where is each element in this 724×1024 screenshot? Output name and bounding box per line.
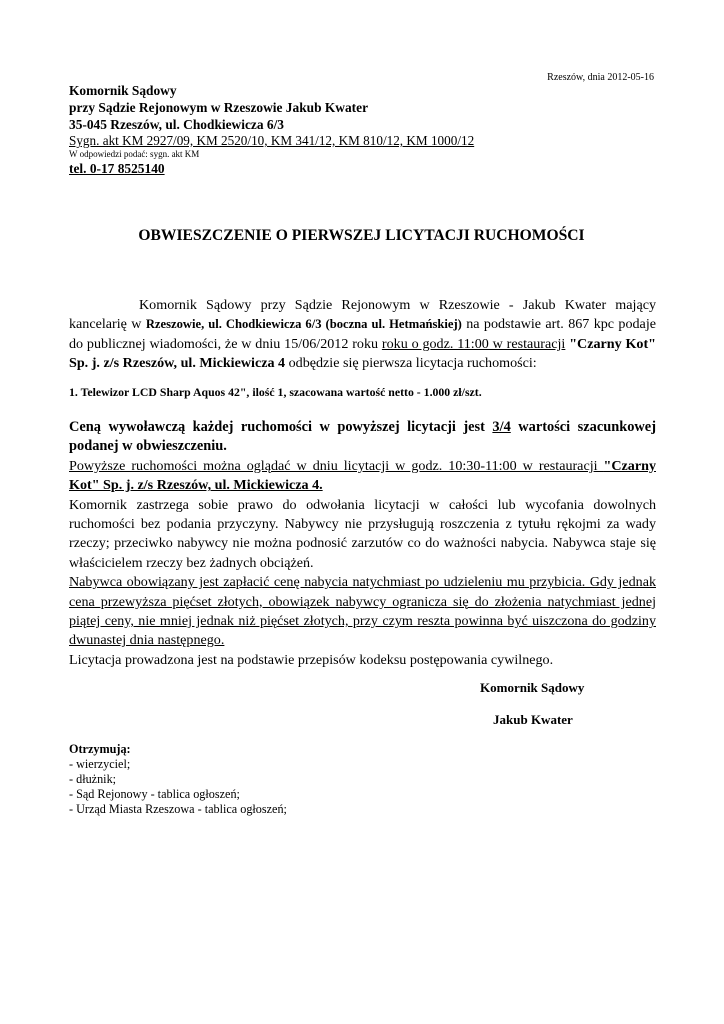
starting-price-paragraph (69, 418, 656, 457)
price-fraction: 3/4 (492, 419, 511, 435)
price-text-1: Ceną wywoławczą każdej ruchomości w powyższej licytacji jest (69, 419, 493, 435)
letterhead-role: Komornik Sądowy (69, 83, 177, 98)
legal-basis-paragraph: Licytacja prowadzona jest na podstawie przepisów kodeksu postępowania cywilnego. (69, 651, 554, 668)
viewing-venue: "Czarny Kot" Sp. j. z/s Rzeszów, ul. Mickiewicza 4. (69, 457, 656, 494)
intro-paragraph (69, 296, 656, 374)
viewing-text: Powyższe ruchomości można oglądać w dniu licytacji w godz. 10:30-11:00 w restauracji (69, 457, 604, 474)
auction-item: 1. Telewizor LCD Sharp Aquos 42", ilość 1, szacowana wartość netto - 1.000 zł/szt. (69, 385, 482, 399)
date-line: Rzeszów, dnia 2012-05-16 (547, 72, 654, 83)
viewing-paragraph (69, 457, 656, 496)
reply-note: W odpowiedzi podać: sygn. akt KM (69, 149, 200, 159)
recipient-item: - Urząd Miasta Rzeszowa - tablica ogłoszeń; (69, 802, 287, 816)
letterhead (69, 82, 669, 177)
recipients-list (69, 757, 287, 817)
reservation-paragraph: Komornik zastrzega sobie prawo do odwołania licytacji w całości lub wycofania dowolnych ruchomości bez podania przyczyny. Nabywcy nie przysługują roszczenia z tytułu rękojmi za wady rzeczy; przeciwko nabywcy nie można podnosić zarzutów co do ważności nabycia. Nabywca staje się właścicielem rzeczy bez żadnych obciążeń. (69, 496, 656, 571)
intro-text-1: Komornik Sądowy przy Sądzie Rejonowym w Rzeszowie - Jakub Kwater mający kancelarię w (69, 297, 656, 333)
price-text-2: wartości szacunkowej podanej w obwieszczeniu. (69, 419, 656, 455)
recipients-block (69, 742, 287, 817)
signature-name: Jakub Kwater (493, 712, 573, 727)
office-address: Rzeszowie, ul. Chodkiewicza 6/3 (boczna ul. Hetmańskiej) (145, 317, 462, 332)
intro-text-2: na podstawie art. 867 kpc podaje do publicznej wiadomości, że w dniu 15/06/2012 roku (69, 316, 656, 352)
signature-role: Komornik Sądowy (480, 680, 585, 695)
letterhead-address: 35-045 Rzeszów, ul. Chodkiewicza 6/3 (69, 117, 284, 132)
terms-section (69, 418, 656, 670)
payment-paragraph: Nabywca obowiązany jest zapłacić cenę nabycia natychmiast po udzieleniu mu przybicia. Gdy jednak cena przewyższa pięćset złotych, obowiązek nabywcy ogranicza się do złożenia natychmiast jednej piątej ceny, nie mniej jednak niż pięćset złotych, przy czym reszta powinna być uiszczona do godziny dwunastej dnia następnego. (69, 574, 656, 649)
recipients-title: Otrzymują: (69, 742, 131, 756)
intro-text-4: odbędzie się pierwsza licytacja ruchomości: (285, 355, 537, 372)
recipient-item: - dłużnik; (69, 772, 117, 786)
case-reference: Sygn. akt KM 2927/09, KM 2520/10, KM 341/12, KM 810/12, KM 1000/12 (69, 133, 475, 148)
recipient-item: - Sąd Rejonowy - tablica ogłoszeń; (69, 787, 240, 801)
letterhead-court: przy Sądzie Rejonowym w Rzeszowie Jakub Kwater (69, 100, 369, 115)
auction-venue: "Czarny Kot" Sp. j. z/s Rzeszów, ul. Mickiewicza 4 (69, 335, 656, 372)
auction-time: roku o godz. 11:00 w restauracji (381, 335, 566, 352)
phone-number: tel. 0-17 8525140 (69, 161, 165, 176)
document-title: OBWIESZCZENIE O PIERWSZEJ LICYTACJI RUCHOMOŚCI (138, 227, 585, 244)
recipient-item: - wierzyciel; (69, 757, 131, 771)
